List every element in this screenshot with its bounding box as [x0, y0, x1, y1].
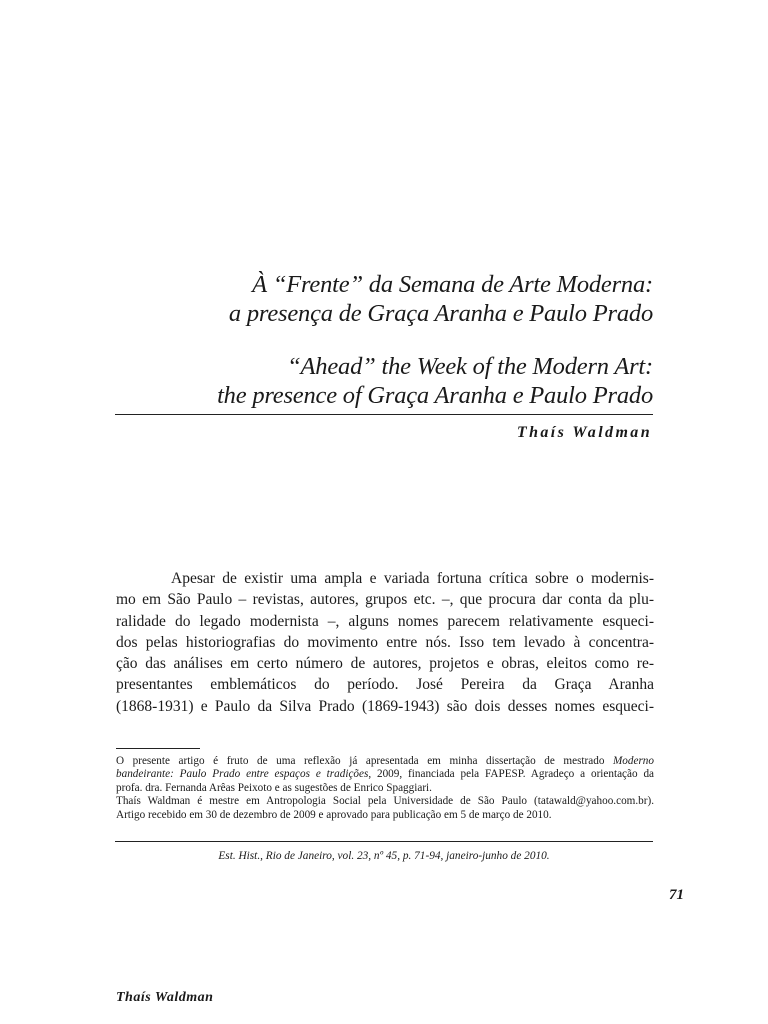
- footnote-text: O presente artigo é fruto de uma reflexão já apresentada em minha dissertação de mestrado: [116, 755, 613, 767]
- footnote-separator: [116, 748, 200, 749]
- title-english-line-1: “Ahead” the Week of the Modern Art:: [287, 353, 653, 380]
- footnote-author-note: Thaís Waldman é mestre em Antropologia Social pela Universidade de São Paulo (tatawald@yahoo.com.br).: [116, 795, 654, 808]
- title-portuguese-line-1: À “Frente” da Semana de Arte Moderna:: [252, 271, 653, 298]
- page-number: 71: [669, 887, 684, 903]
- running-head: Thaís Waldman: [116, 990, 214, 1005]
- body-line: presentantes emblemáticos do período. José Pereira da Graça Aranha: [116, 676, 654, 694]
- title-english-line-2: the presence of Graça Aranha e Paulo Prado: [217, 382, 653, 409]
- author-name: Thaís Waldman: [516, 424, 652, 441]
- footnote-work-title: bandeirante: Paulo Prado entre espaços e tradições: [116, 768, 369, 781]
- footnote-received-note: Artigo recebido em 30 de dezembro de 2009 e aprovado para publicação em 5 de março de 2010.: [116, 808, 552, 821]
- title-portuguese-line-2: a presença de Graça Aranha e Paulo Prado: [228, 300, 653, 327]
- body-line: Apesar de existir uma ampla e variada fortuna crítica sobre o modernis-: [171, 570, 654, 587]
- body-line: dos pelas historiografias do movimento entre nós. Isso tem levado à concentra-: [116, 633, 654, 651]
- footnote-line: [116, 755, 654, 768]
- footnote-text: , 2009, financiada pela FAPESP. Agradeço a orientação da: [368, 768, 655, 781]
- body-line: ralidade do legado modernista –, alguns nomes parecem relativamente esqueci-: [116, 612, 654, 630]
- footnote-line: [116, 768, 654, 781]
- journal-citation: Est. Hist., Rio de Janeiro, vol. 23, nº 45, p. 71-94, janeiro-junho de 2010.: [218, 850, 550, 862]
- footnote-work-title: Moderno: [612, 755, 654, 767]
- body-line: (1868-1931) e Paulo da Silva Prado (1869-1943) são dois desses nomes esqueci-: [116, 697, 654, 715]
- citation-divider: [115, 841, 653, 842]
- body-paragraph: [116, 568, 654, 717]
- title-divider: [115, 414, 653, 415]
- body-line: mo em São Paulo – revistas, autores, grupos etc. –, que procura dar conta da plu-: [116, 591, 654, 609]
- footnote-line: profa. dra. Fernanda Arêas Peixoto e as sugestões de Enrico Spaggiari.: [116, 781, 432, 794]
- article-title-block: [115, 270, 653, 410]
- footnote: [116, 755, 654, 822]
- body-line: ção das análises em certo número de autores, projetos e obras, eleitos como re-: [116, 655, 654, 673]
